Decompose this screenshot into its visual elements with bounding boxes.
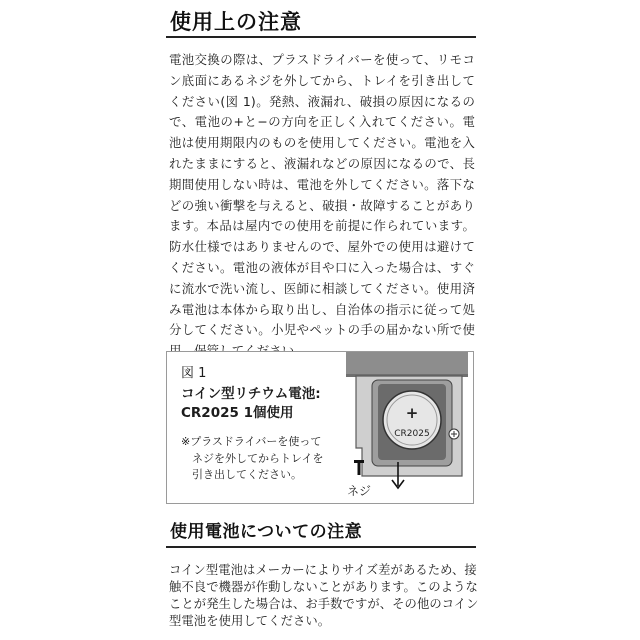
screw-label: ネジ bbox=[346, 484, 372, 498]
section-title-battery-notes: 使用電池についての注意 bbox=[170, 522, 363, 542]
screw-icon bbox=[354, 460, 364, 463]
title-divider bbox=[166, 36, 476, 38]
figure-note: ※プラスドライバーを使って ネジを外してからトレイを 引き出してください。 bbox=[181, 435, 324, 481]
figure-label: 図 1 bbox=[181, 366, 207, 381]
usage-notes-body: 電池交換の際は、プラスドライバーを使って、リモコン底面にあるネジを外してから、トレイを引き出してください(図 1)。発熱、液漏れ、破損の原因になるので、電池の+と−の方向を正しく入れてください。電池は使用期限内のものを使用してください。電池を入れたままにすると、液漏れなどの原因になるので、長期間使用しない時は、電池を外してください。落下などの強い衝撃を与えると、破損・故障することがあります。本品は屋内での使用を前提に作られています。防水仕様ではありませんので、屋外での使用は避けてください。電池の液体が目や口に入った場合は、すぐに流水で洗い流し、医師に相談してください。使用済み電池は本体から取り出し、自治体の指示に従って処分してください。小児やペットの手の届かない所で使 bbox=[169, 52, 475, 338]
figure-battery-title: コイン型リチウム電池: CR2025 1個使用 bbox=[181, 386, 321, 421]
section2-divider bbox=[166, 546, 476, 548]
figure-1-box bbox=[166, 351, 474, 504]
battery-plus-sign: + bbox=[405, 404, 419, 422]
battery-notes-body: コイン型電池はメーカーによりサイズ差があるため、接触不良で機器が作動しないことがあります。このようなことが発生した場合は、お手数ですが、その他のコイン型電池を使用してください。 bbox=[169, 563, 479, 628]
section-title-usage-notes: 使用上の注意 bbox=[170, 10, 302, 34]
remote-body-shape bbox=[346, 352, 468, 374]
battery-model-text: CR2025 bbox=[394, 429, 430, 439]
battery-tray-illustration bbox=[342, 352, 474, 503]
